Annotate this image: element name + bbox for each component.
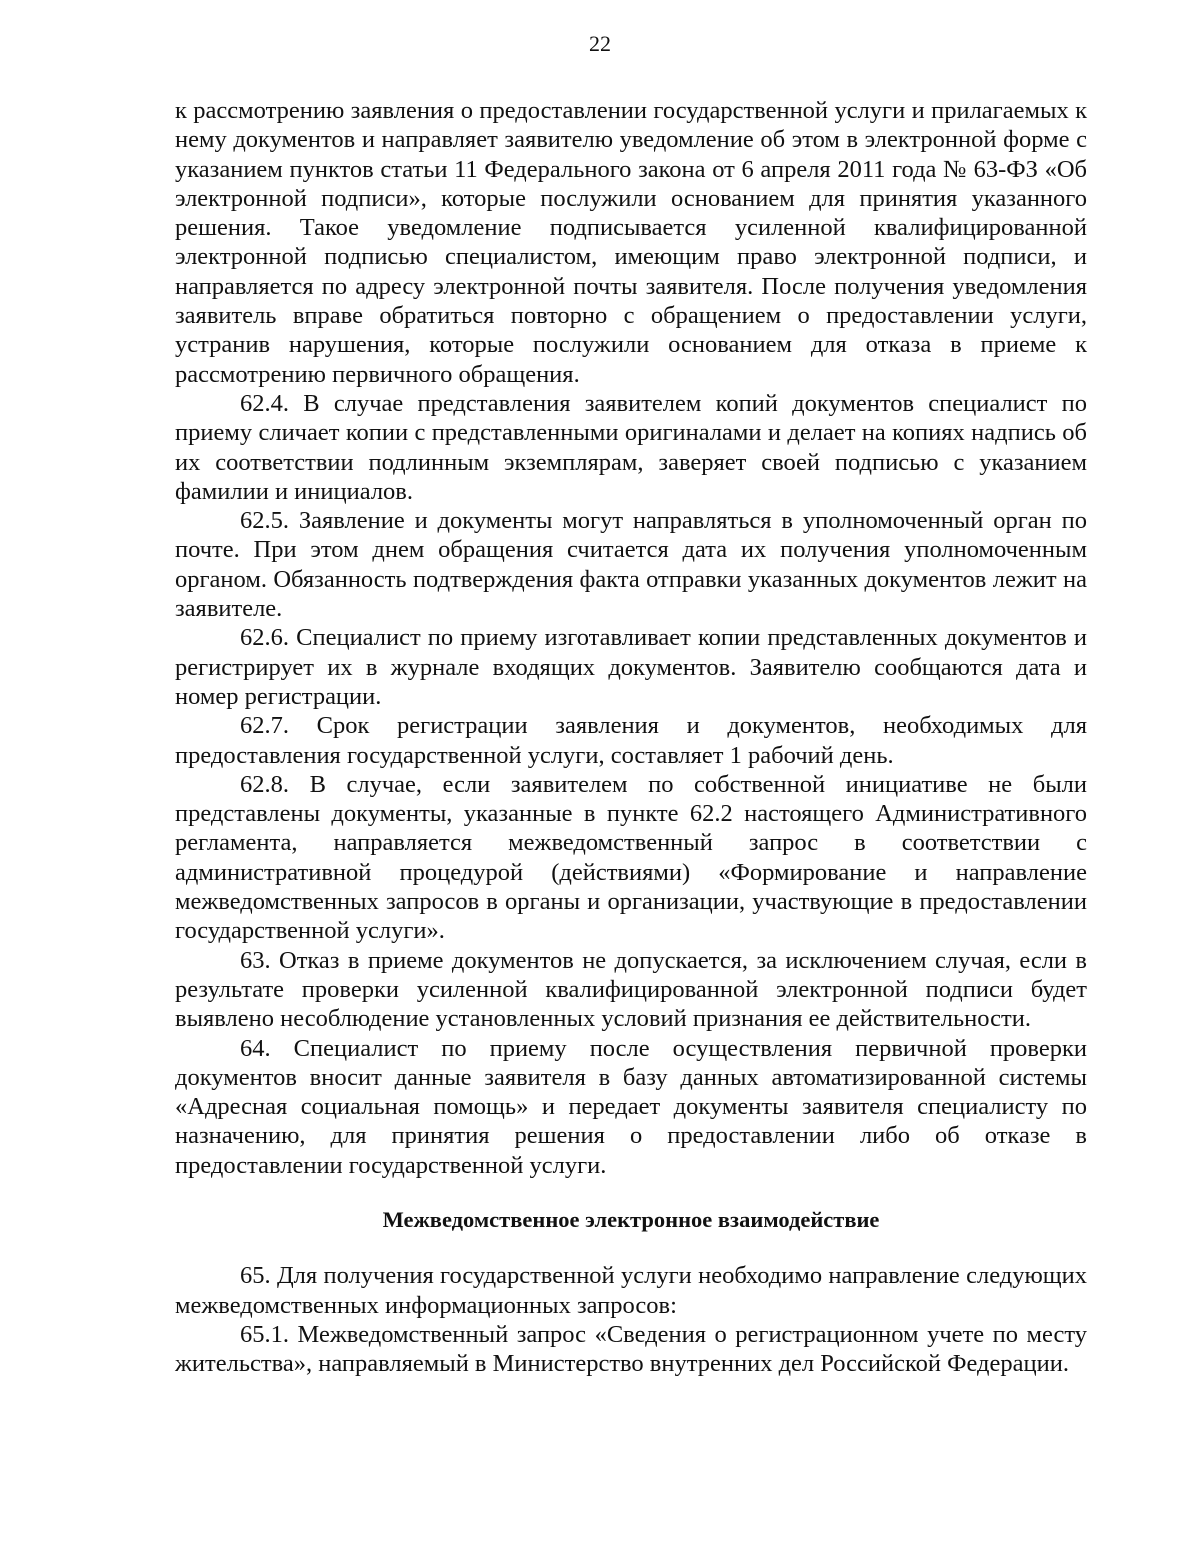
paragraph-62-6: 62.6. Специалист по приему изготавливает копии представленных документов и регистрирует их в журнале входящих документов. Заявителю сообщаются дата и номер регистрации. (175, 624, 1087, 710)
paragraph-65-1: 65.1. Межведомственный запрос «Сведения о регистрационном учете по месту жительства», направляемый в Министерство внутренних дел Российской Федерации. (175, 1320, 1087, 1378)
paragraph-64: 64. Специалист по приему после осуществления первичной проверки документов вносит данные заявителя в базу данных автоматизированной системы «Адресная социальная помощь» и передает документы заявителя специалисту по назначению, для принятия решения о предоставлении либо об отказе в предоставлении государственной услуги. (175, 1034, 1087, 1179)
section-heading: Межведомственное электронное взаимодействие (382, 1206, 880, 1232)
paragraph-continuation: к рассмотрению заявления о предоставлении государственной услуги и прилагаемых к нему документов и направляет заявителю уведомление об этом в электронной форме с указанием пунктов статьи 11 Федерального закона от 6 апреля 2011 года № 63-ФЗ «Об электронной подписи», которые послужили основанием для принятия указанного решения. Такое уведомление подписывается усиленной квалифицированной электронной подписью специалистом, имеющим право электронной подписи, и направляется по адресу электронной почты заявителя. После получения уведомления заявитель вправе обратиться повторно с обращением о предоставлении услуги, устранив нарушения, которые послужили основанием для отказа в приеме к рассмотрению первичного обращения. (175, 97, 1087, 388)
page-number: 22 (589, 31, 611, 56)
paragraph-62-7: 62.7. Срок регистрации заявления и документов, необходимых для предоставления государственной услуги, составляет 1 рабочий день. (175, 712, 1087, 769)
paragraph-65: 65. Для получения государственной услуги необходимо направление следующих межведомственных информационных запросов: (175, 1262, 1087, 1319)
document-body (175, 96, 1087, 1378)
paragraph-63: 63. Отказ в приеме документов не допускается, за исключением случая, если в результате проверки усиленной квалифицированной электронной подписи будет выявлено несоблюдение установленных условий признания ее действительности. (175, 946, 1087, 1033)
paragraph-62-5: 62.5. Заявление и документы могут направляться в уполномоченный орган по почте. При этом днем обращения считается дата их получения уполномоченным органом. Обязанность подтверждения факта отправки указанных документов лежит на заявителе. (175, 507, 1087, 623)
paragraph-62-4: 62.4. В случае представления заявителем копий документов специалист по приему сличает копии с представленными оригиналами и делает на копиях надпись об их соответствии подлинным экземплярам, заверяет своей подписью с указанием фамилии и инициалов. (175, 389, 1087, 505)
paragraph-62-8: 62.8. В случае, если заявителем по собственной инициативе не были представлены документы, указанные в пункте 62.2 настоящего Административного регламента, направляется межведомственный запрос в соответствии с административной процедурой (действиями) «Формирование и направление межведомственных запросов в органы и организации, участвующие в предоставлении государственной услуги». (175, 770, 1087, 945)
